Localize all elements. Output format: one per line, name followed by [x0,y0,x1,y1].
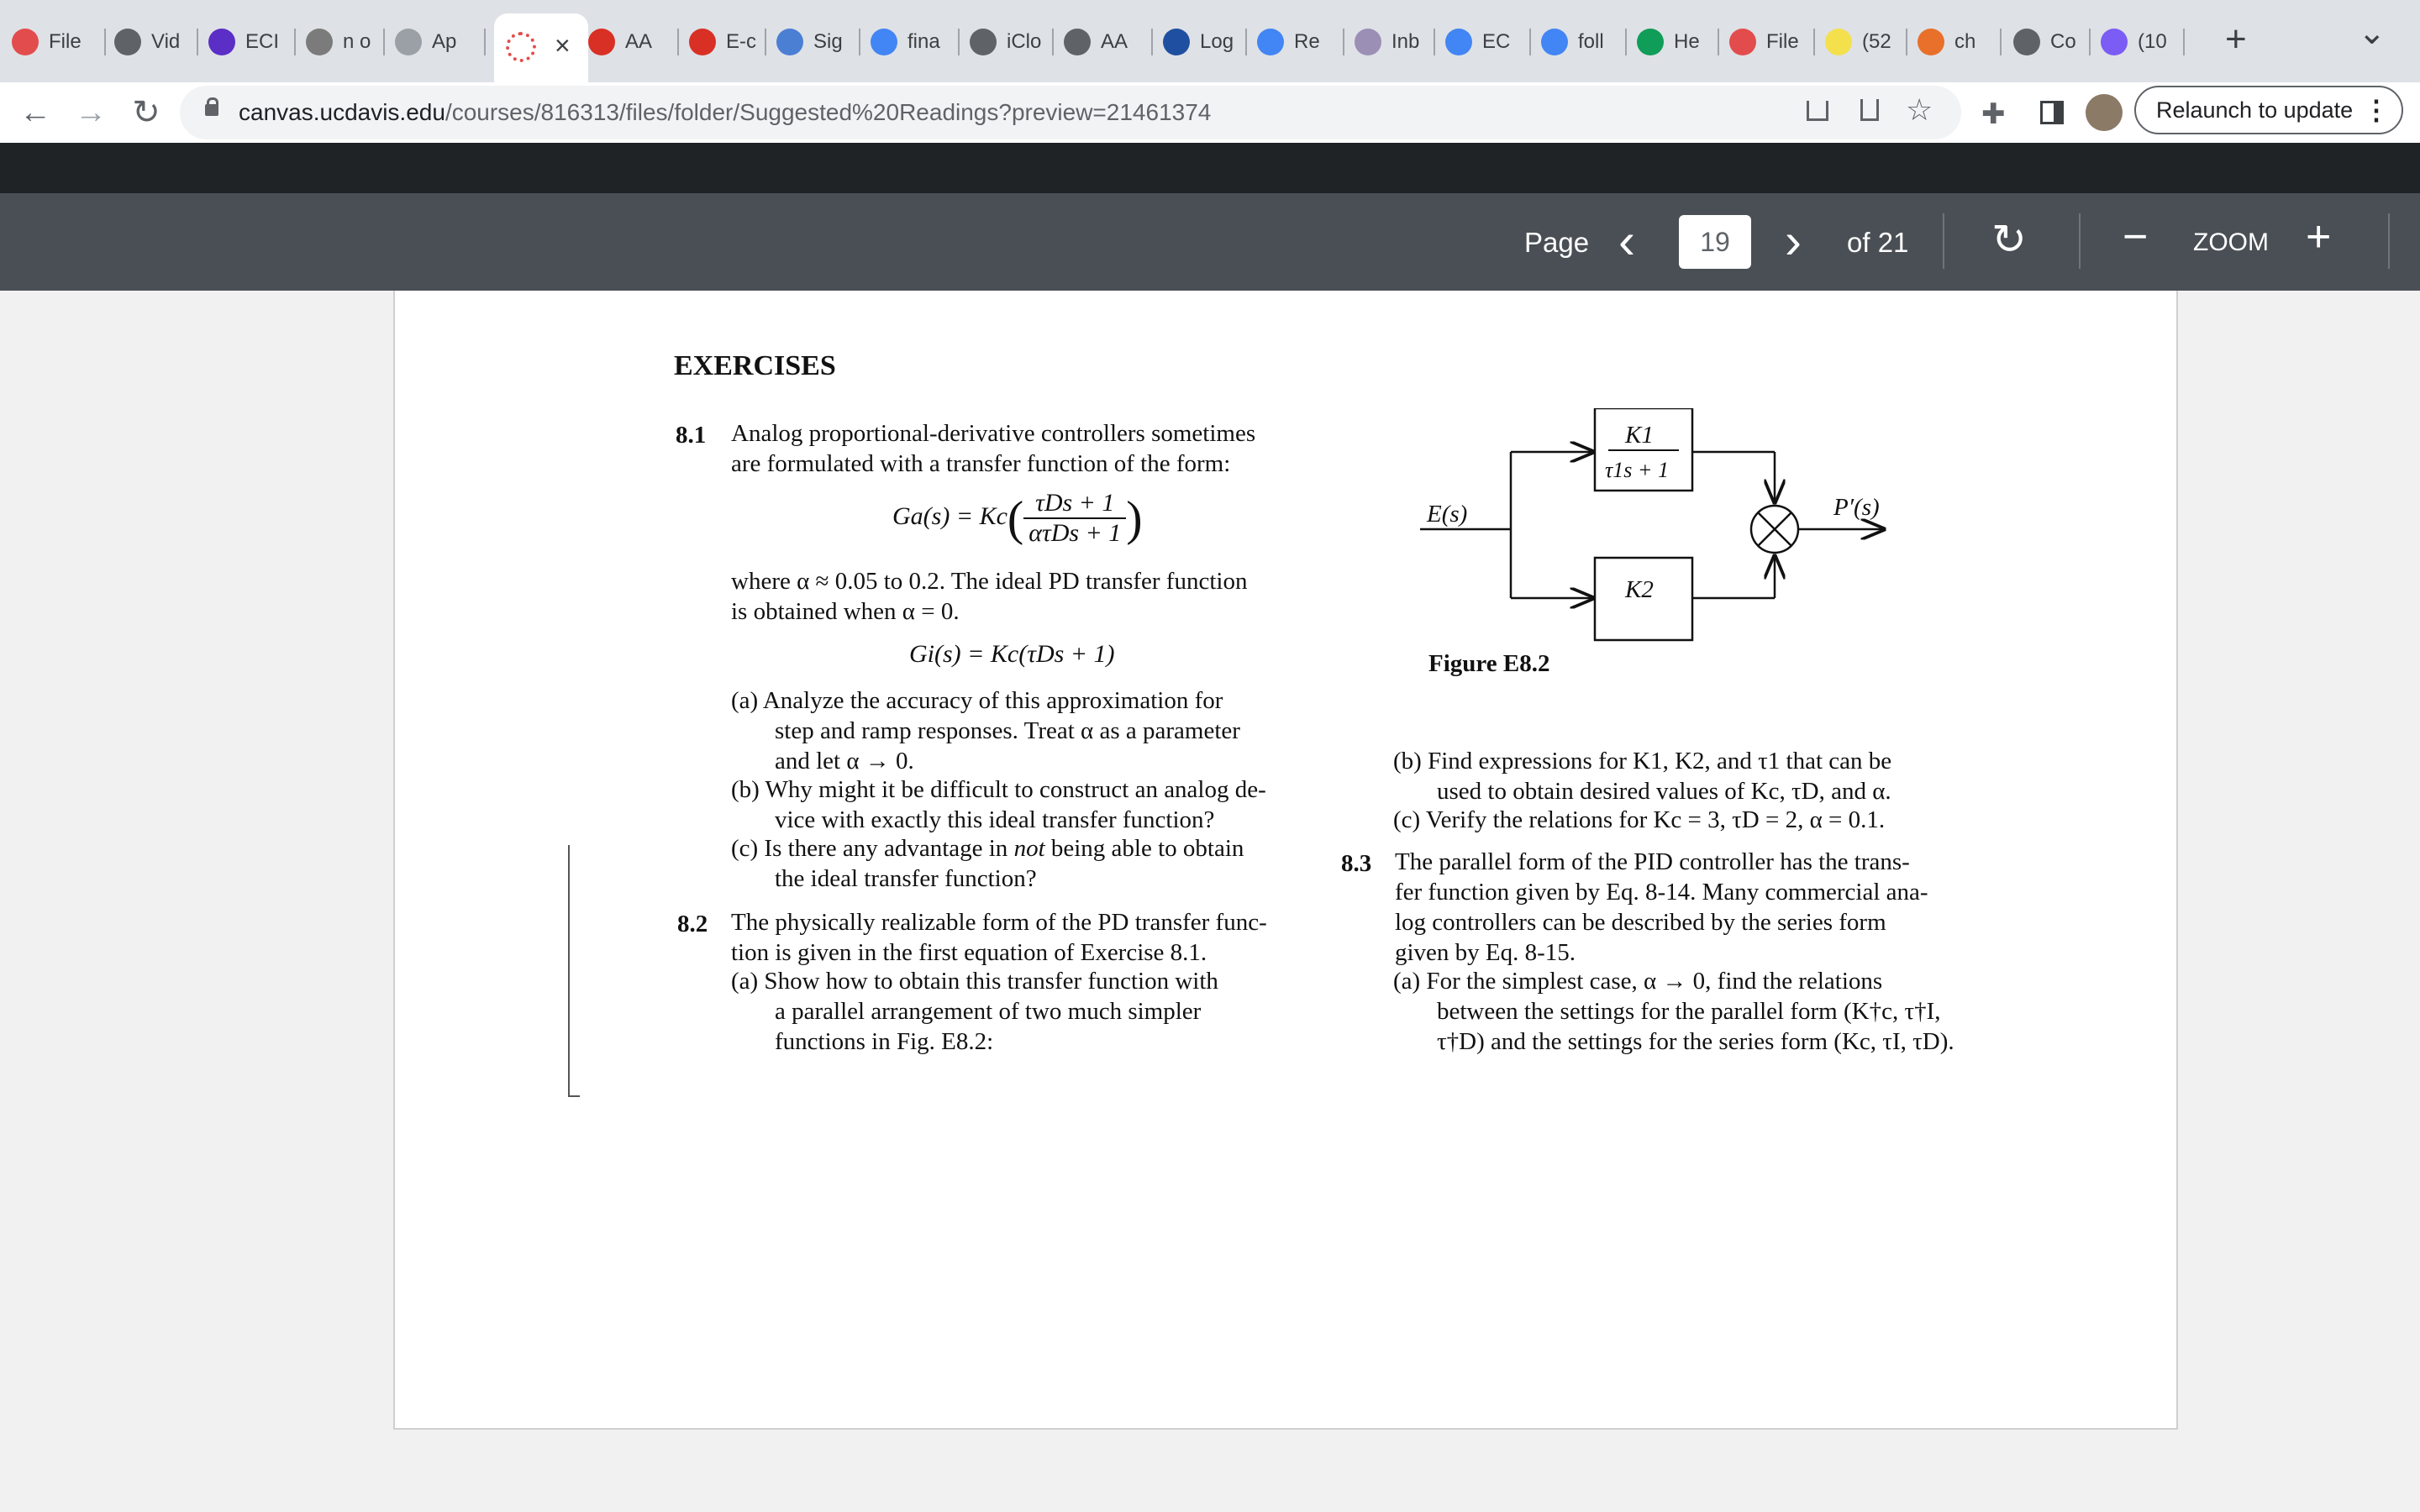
browser-tab[interactable] [1918,24,2002,60]
toolbar-divider [1943,213,1944,269]
tab-separator [197,29,198,55]
tab-separator [765,29,766,55]
text-line: (a) Analyze the accuracy of this approximation for [731,687,1223,714]
browser-tab[interactable] [970,24,1054,60]
text-line: (b) Find expressions for K1, K2, and τ1 that can be [1393,748,1892,774]
text-line: The parallel form of the PID controller has the trans- [1395,848,1910,875]
reload-button[interactable]: ↻ [132,94,160,131]
text-fragment: (c) Is there any advantage in [731,835,1014,862]
text-line: the ideal transfer function? [775,865,1037,892]
pdf-page [393,291,2178,1430]
fig-k2-label: K2 [1625,576,1654,603]
exercises-heading: EXERCISES [674,350,836,381]
text-line: fer function given by Eq. 8-14. Many commercial ana- [1395,879,1928,906]
tab-label: E-c [726,30,756,53]
fig-k1-label: K1 [1625,422,1654,449]
browser-toolbar [0,82,2420,143]
exercise-number: 8.1 [676,422,707,449]
browser-tab[interactable] [1825,24,1907,60]
equation-ga: Ga(s) = Kc( $\frac{\text{τDs + 1}}{\text{ατDs + 1}}$ ) [892,489,1143,547]
canvas-icon [506,32,536,62]
browser-tab[interactable] [114,24,198,60]
docs-icon [871,29,897,55]
text-line: used to obtain desired values of Kc, τD, and α. [1437,778,1891,805]
extensions-icon[interactable]: ✚ [1981,98,2006,130]
page-count: of 21 [1847,227,1909,258]
h-icon [1825,29,1852,55]
browser-tab[interactable] [1445,24,1531,60]
canvas-icon [1729,29,1756,55]
exercise-number: 8.2 [677,911,708,937]
active-tab[interactable] [494,13,588,82]
url-path: /courses/816313/files/folder/Suggested%20Readings?preview=21461374 [445,99,1212,125]
fig-k1-denominator: τ1s + 1 [1605,458,1669,482]
tab-label: foll [1578,30,1604,53]
tab-search-dropdown-icon[interactable]: ⌄ [2358,14,2386,51]
tab-separator [484,29,486,55]
tab-strip [0,0,2420,82]
relaunch-to-update-button[interactable] [2134,86,2403,134]
pdf-viewer-toolbar [0,193,2420,291]
tab-label: Log [1200,30,1234,53]
docs-icon [1257,29,1284,55]
toolbar-divider [2388,213,2390,269]
menu-icon[interactable]: ⋮ [2363,95,2390,125]
browser-tab[interactable] [588,24,679,60]
text-line: (c) Verify the relations for Kc = 3, τD = 2, α = 0.1. [1393,806,1886,833]
relaunch-label: Relaunch to update [2156,97,2354,123]
tab-label: Sig [813,30,843,53]
mail-icon [2101,29,2128,55]
browser-tab[interactable] [689,24,766,60]
tab-label: Inb [1392,30,1420,53]
side-panel-icon[interactable] [2040,101,2064,124]
zoom-in-button[interactable]: + [2306,213,2332,261]
share-icon[interactable] [1860,99,1879,121]
text-line: (a) Show how to obtain this transfer function with [731,968,1218,995]
gmail-icon [689,29,716,55]
text-line: a parallel arrangement of two much simpler [775,998,1202,1025]
globe-icon [114,29,141,55]
swirl-icon [776,29,803,55]
browser-tab[interactable] [776,24,860,60]
text-line: (b) Why might it be difficult to construct an analog de- [731,776,1266,803]
block-diagram [1420,408,1958,677]
rf-icon [1163,29,1190,55]
tab-label: ECI [245,30,280,53]
plus-box-icon [1637,29,1664,55]
eq-denominator: ατDs + 1 [1028,519,1122,547]
tab-label: n o [343,30,371,53]
tab-label: Ap [432,30,457,53]
fig-output-label: P′(s) [1833,494,1880,521]
rotate-button[interactable]: ↻ [1991,216,2027,263]
tab-label: fina [908,30,940,53]
list-icon [208,29,235,55]
install-icon[interactable] [1807,101,1828,121]
browser-tab[interactable] [208,24,296,60]
tab-label: Vid [151,30,181,53]
tab-label: AA [1101,30,1128,53]
browser-tab[interactable] [1064,24,1153,60]
text-fragment: being able to obtain [1044,835,1244,862]
tab-separator [2089,29,2091,55]
browser-tab[interactable] [1729,24,1815,60]
browser-tab[interactable] [395,24,486,60]
text-line: given by Eq. 8-15. [1395,939,1576,966]
tab-separator [1343,29,1344,55]
tab-separator [1434,29,1435,55]
browser-tab[interactable] [2013,24,2091,60]
tab-separator [1529,29,1531,55]
exercise-number: 8.3 [1341,850,1372,877]
text-line: Analog proportional-derivative controllers sometimes [731,420,1256,447]
apple-icon [970,29,997,55]
browser-tab[interactable] [12,24,106,60]
fig-input-label: E(s) [1427,501,1468,528]
tab-separator [2000,29,2002,55]
tab-label: iClo [1007,30,1042,53]
text-emphasis: not [1013,835,1045,862]
browser-tab[interactable] [1541,24,1627,60]
text-line: The physically realizable form of the PD transfer func- [731,909,1267,936]
mail-icon [1355,29,1381,55]
tab-separator [2183,29,2185,55]
card-icon [395,29,422,55]
zoom-out-button[interactable]: − [2123,213,2149,261]
gear-icon [12,29,39,55]
tab-separator [1625,29,1627,55]
browser-tab[interactable] [1355,24,1435,60]
browser-tab[interactable] [1637,24,1719,60]
url-host: canvas.ucdavis.edu [239,99,445,125]
address-bar[interactable] [180,86,1961,139]
new-tab-button[interactable]: + [2225,18,2247,60]
text-line: (a) For the simplest case, α → 0, find the relations [1393,968,1883,995]
globe-icon [1064,29,1091,55]
toolbar-divider [2079,213,2081,269]
tab-separator [1813,29,1815,55]
c-icon [1918,29,1944,55]
browser-tab[interactable] [306,24,385,60]
page-number-input[interactable]: 19 [1679,215,1751,269]
forward-button[interactable]: → [75,94,107,130]
tab-label: Re [1294,30,1320,53]
text-line: between the settings for the parallel form (K†c, τ†I, [1437,998,1941,1025]
tab-separator [1245,29,1247,55]
text-line: tion is given in the first equation of Exercise 8.1. [731,939,1207,966]
tab-separator [1052,29,1054,55]
tab-separator [383,29,385,55]
prev-page-button[interactable]: ‹ [1618,213,1635,269]
tab-label: Co [2050,30,2076,53]
margin-rule-foot [568,1095,580,1097]
browser-tab[interactable] [1257,24,1344,60]
margin-rule [568,845,570,1097]
figure-caption: Figure E8.2 [1428,650,1550,677]
pdf-icon [2013,29,2040,55]
tab-separator [1906,29,1907,55]
swirl-icon [306,29,333,55]
back-button[interactable]: ← [19,94,51,130]
tab-separator [1718,29,1719,55]
tab-separator [958,29,960,55]
tab-separator [104,29,106,55]
tab-label: File [1766,30,1799,53]
tab-label: (52 [1862,30,1891,53]
tab-label: ch [1954,30,1976,53]
tab-label: (10 [2138,30,2167,53]
tab-separator [1151,29,1153,55]
tab-label: AA [625,30,653,53]
eq-lhs: Ga(s) = Kc [892,501,1007,530]
tab-separator [859,29,860,55]
text-line: step and ramp responses. Treat α as a parameter [775,717,1240,744]
text-line: log controllers can be described by the series form [1395,909,1886,936]
close-tab-button[interactable]: × [555,30,571,60]
text-line: are formulated with a transfer function of the form: [731,450,1231,477]
docs-icon [1445,29,1472,55]
lock-shackle [207,97,218,108]
browser-tab[interactable] [1163,24,1247,60]
text-line: vice with exactly this ideal transfer function? [775,806,1215,833]
tab-label: He [1674,30,1700,53]
url-text [239,99,1211,126]
text-line: τ†D) and the settings for the series form (Kc, τI, τD). [1437,1028,1954,1055]
next-page-button[interactable]: › [1785,213,1802,269]
zoom-label: ZOOM [2193,228,2269,256]
bookmark-star-icon[interactable]: ☆ [1906,92,1933,127]
eq-numerator: τDs + 1 [1023,489,1126,519]
browser-tab[interactable] [871,24,960,60]
tab-label: EC [1482,30,1511,53]
tab-separator [677,29,679,55]
page-label: Page [1524,227,1590,258]
text-line: is obtained when α = 0. [731,598,960,625]
google-icon [1541,29,1568,55]
text-line [731,833,1244,864]
equation-gi: Gi(s) = Kc(τDs + 1) [909,640,1115,668]
canvas-header-bar [0,143,2420,193]
profile-avatar[interactable] [2086,94,2123,131]
text-line: where α ≈ 0.05 to 0.2. The ideal PD transfer function [731,568,1248,595]
browser-tab[interactable] [2101,24,2185,60]
tab-separator [294,29,296,55]
text-line: and let α → 0. [775,748,914,774]
tab-label: File [49,30,82,53]
text-line: functions in Fig. E8.2: [775,1028,994,1055]
gmail-icon [588,29,615,55]
